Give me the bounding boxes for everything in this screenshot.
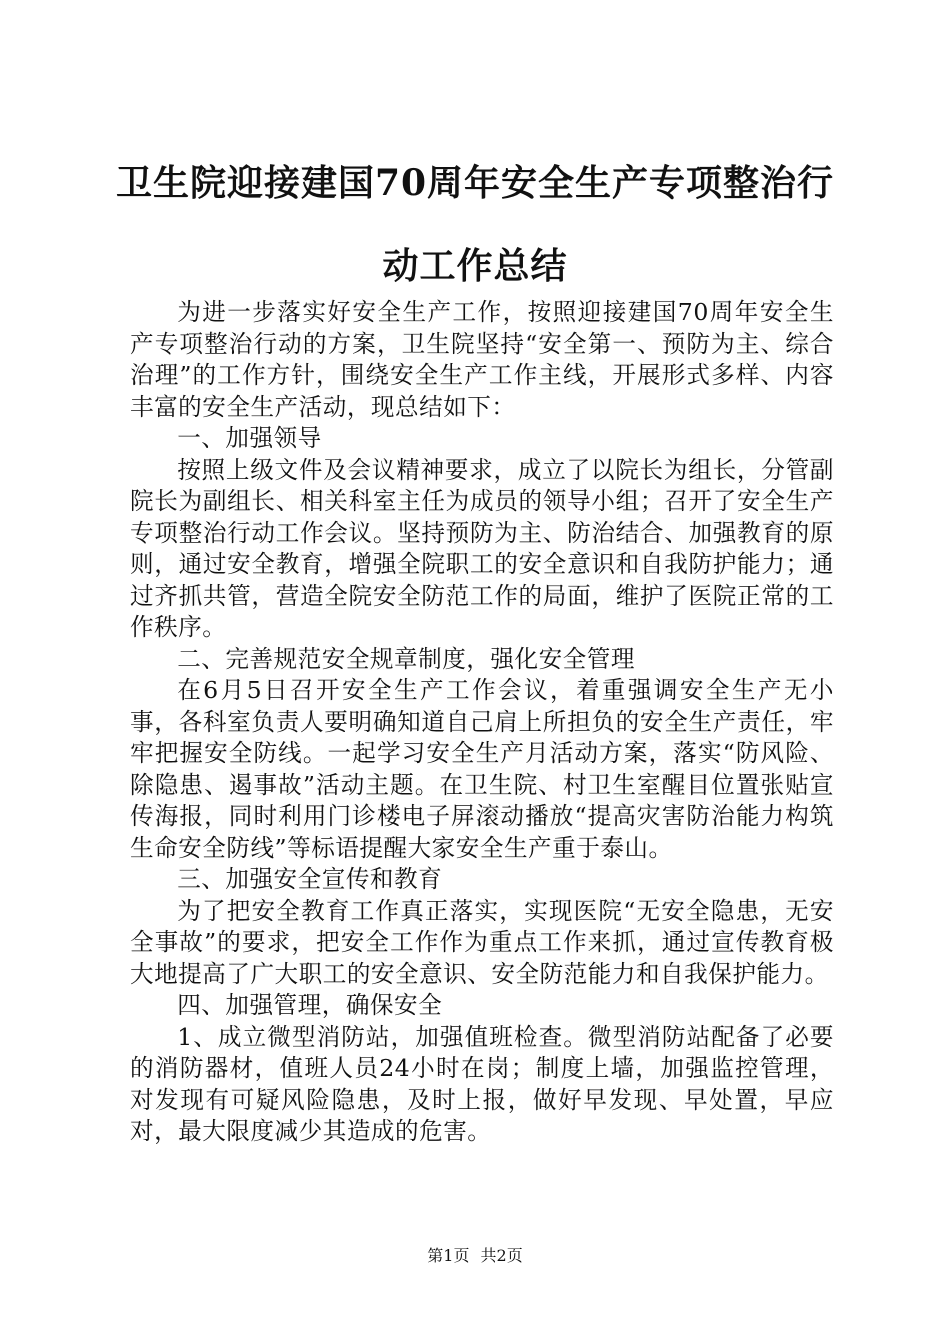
section-paragraph-3: 为了把安全教育工作真正落实，实现医院“无安全隐患，无安全事故”的要求，把安全工作作为重点工作来抓，通过宣传教育极大地提高了广大职工的安全意识、安全防范能力和自我保护能力。 [130, 896, 834, 988]
page-total: 共2页 [480, 1246, 523, 1265]
section-heading-2: 二、完善规范安全规章制度，强化安全管理 [177, 644, 635, 673]
section-paragraph-4: 1、成立微型消防站，加强值班检查。微型消防站配备了必要的消防器材，值班人员24小时在岗；制度上墙，加强监控管理，对发现有可疑风险隐患，及时上报，做好早发现、早处置，早应对，最大限度减少其造成的危害。 [130, 1022, 834, 1145]
document-title-line-2: 动工作总结 [382, 245, 568, 287]
page-footer [0, 1246, 950, 1266]
section-heading-1: 一、加强领导 [177, 424, 322, 452]
section-paragraph-1: 按照上级文件及会议精神要求，成立了以院长为组长，分管副院长为副组长、相关科室主任为成员的领导小组；召开了安全生产专项整治行动工作会议。坚持预防为主、防治结合、加强教育的原则，通过安全教育，增强全院职工的安全意识和自我防护能力；通过齐抓共管，营造全院安全防范工作的局面，维护了医院正常的工作秩序。 [130, 455, 834, 641]
document-body [130, 297, 834, 1148]
page-number: 第1页 [427, 1246, 470, 1265]
section-heading-4: 四、加强管理，确保安全 [177, 991, 443, 1019]
intro-paragraph: 为进一步落实好安全生产工作，按照迎接建国70周年安全生产专项整治行动的方案，卫生院坚持“安全第一、预防为主、综合治理”的工作方针，围绕安全生产工作主线，开展形式多样、内容丰富的安全生产活动，现总结如下： [130, 298, 834, 421]
section-heading-3: 三、加强安全宣传和教育 [177, 865, 443, 893]
document-title-line-1: 卫生院迎接建国70周年安全生产专项整治行 [115, 162, 835, 204]
section-paragraph-2: 在6月5日召开安全生产工作会议，着重强调安全生产无小事，各科室负责人要明确知道自己肩上所担负的安全生产责任，牢牢把握安全防线。一起学习安全生产月活动方案，落实“防风险、除隐患、遏事故”活动主题。在卫生院、村卫生室醒目位置张贴宣传海报，同时利用门诊楼电子屏滚动播放“提高灾害防治能力构筑生命安全防线”等标语提醒大家安全生产重于泰山。 [130, 676, 834, 862]
